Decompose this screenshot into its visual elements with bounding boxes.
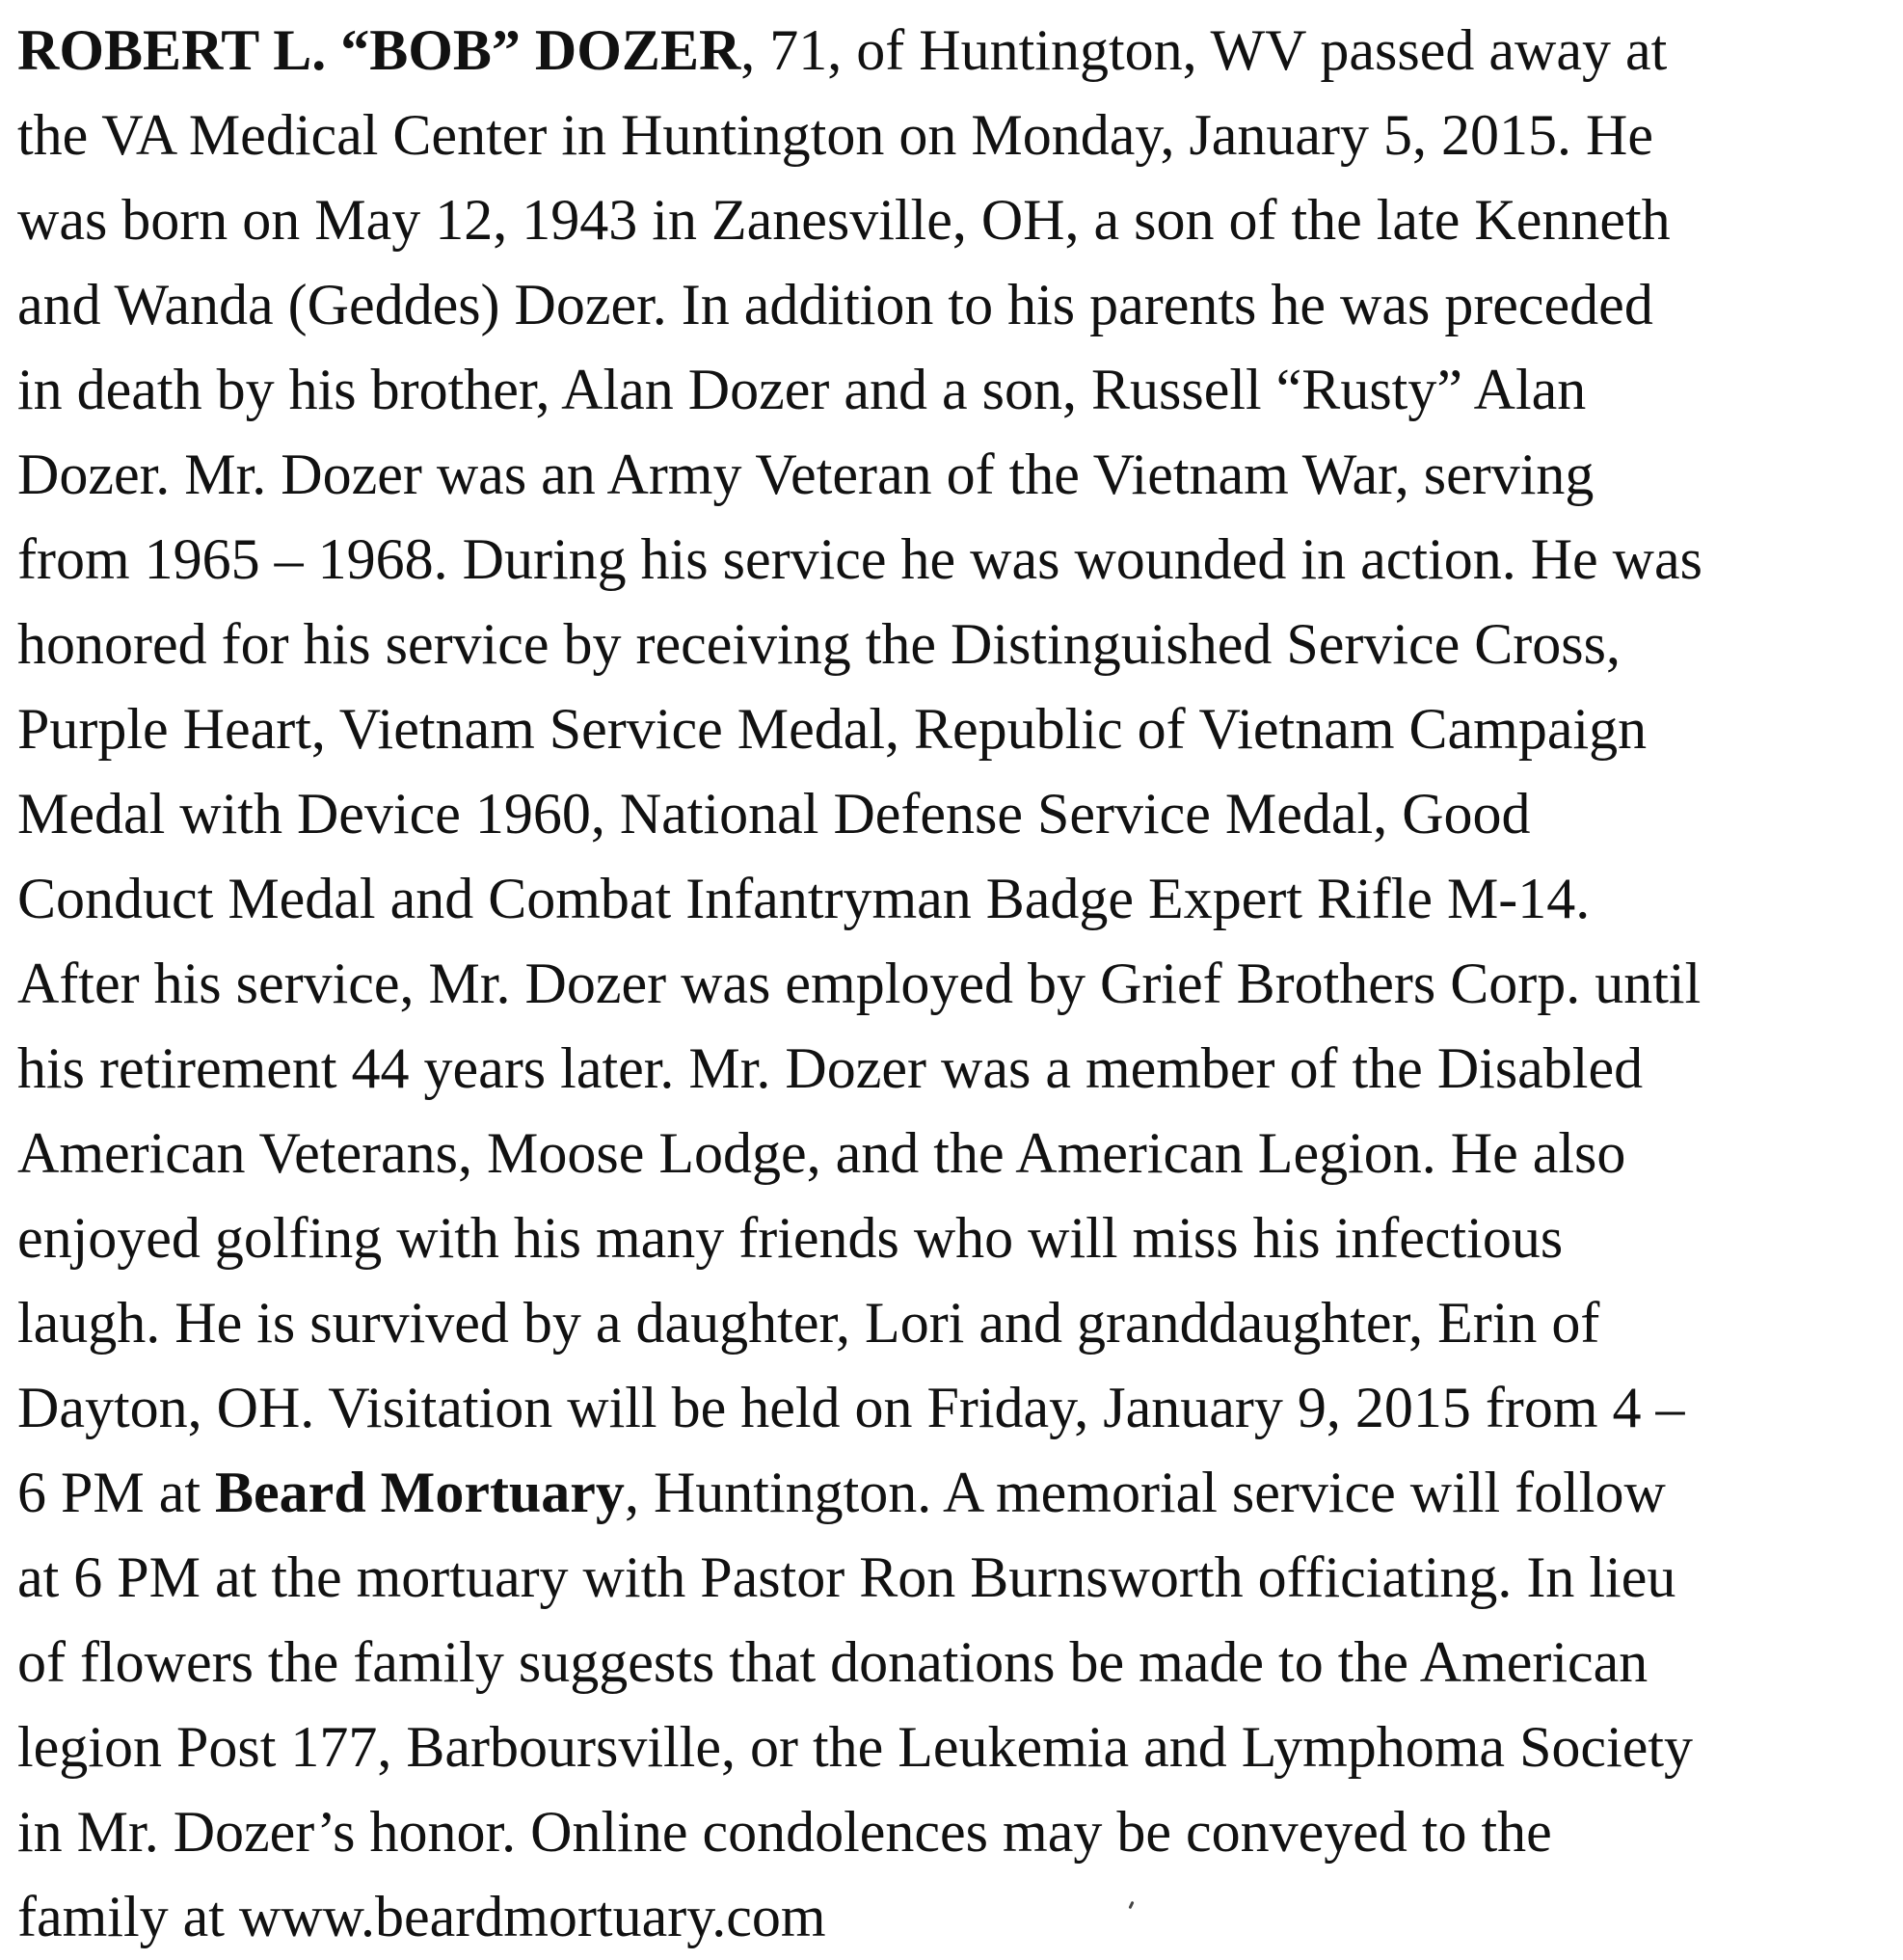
bold-text: ROBERT L. “BOB” DOZER: [17, 18, 741, 82]
line-text: the VA Medical Center in Huntington on Monday, January 5, 2015. He: [17, 103, 1653, 167]
obituary-line: [17, 432, 1888, 517]
obituary-line: [17, 262, 1888, 347]
line-text: Conduct Medal and Combat Infantryman Badge Expert Rifle M-14.: [17, 867, 1591, 930]
obituary-line: [17, 1280, 1888, 1365]
line-text: honored for his service by receiving the Distinguished Service Cross,: [17, 612, 1621, 676]
line-text: family at www.beardmortuary.com: [17, 1885, 826, 1948]
obituary-line: [17, 347, 1888, 432]
line-text: in Mr. Dozer’s honor. Online condolences may be conveyed to the: [17, 1800, 1552, 1864]
obituary-line: [17, 1026, 1888, 1111]
obituary-line: [17, 1620, 1888, 1705]
obituary-line: [17, 602, 1888, 686]
obituary-line: [17, 1195, 1888, 1280]
line-text: in death by his brother, Alan Dozer and a son, Russell “Rusty” Alan: [17, 358, 1587, 421]
line-text: Dayton, OH. Visitation will be held on Friday, January 9, 2015 from 4 –: [17, 1376, 1685, 1439]
line-text: Dozer. Mr. Dozer was an Army Veteran of the Vietnam War, serving: [17, 443, 1595, 506]
line-text: After his service, Mr. Dozer was employed by Grief Brothers Corp. until: [17, 952, 1702, 1015]
obituary-line: [17, 856, 1888, 941]
line-text: 6 PM at: [17, 1461, 216, 1524]
obituary-line: [17, 771, 1888, 856]
line-text: from 1965 – 1968. During his service he was wounded in action. He was: [17, 527, 1702, 591]
line-text: and Wanda (Geddes) Dozer. In addition to his parents he was preceded: [17, 273, 1653, 336]
obituary-line: [17, 1111, 1888, 1195]
obituary-line: [17, 93, 1888, 177]
line-text: was born on May 12, 1943 in Zanesville, OH, a son of the late Kenneth: [17, 188, 1671, 252]
obituary-line: [17, 517, 1888, 602]
line-text: , 71, of Huntington, WV passed away at: [740, 18, 1668, 82]
obituary-text: [17, 8, 1888, 1959]
line-text: laugh. He is survived by a daughter, Lori and granddaughter, Erin of: [17, 1291, 1600, 1355]
obituary-line: [17, 941, 1888, 1026]
obituary-line: [17, 686, 1888, 771]
line-text: , Huntington. A memorial service will follow: [624, 1461, 1666, 1524]
obituary-line: [17, 1365, 1888, 1450]
obituary-line: [17, 1874, 1888, 1959]
line-text: American Veterans, Moose Lodge, and the American Legion. He also: [17, 1121, 1626, 1185]
line-text: enjoyed golfing with his many friends who will miss his infectious: [17, 1206, 1564, 1270]
obituary-line: [17, 8, 1888, 93]
obituary-line: [17, 1705, 1888, 1789]
line-text: legion Post 177, Barboursville, or the Leukemia and Lymphoma Society: [17, 1715, 1694, 1779]
line-text: at 6 PM at the mortuary with Pastor Ron Burnsworth officiating. In lieu: [17, 1545, 1676, 1609]
obituary-line: [17, 1450, 1888, 1535]
obituary-line: [17, 1789, 1888, 1874]
line-text: Medal with Device 1960, National Defense Service Medal, Good: [17, 782, 1531, 846]
line-text: his retirement 44 years later. Mr. Dozer was a member of the Disabled: [17, 1036, 1644, 1100]
obituary-line: [17, 177, 1888, 262]
bold-text: Beard Mortuary: [215, 1461, 625, 1524]
line-text: Purple Heart, Vietnam Service Medal, Republic of Vietnam Campaign: [17, 697, 1648, 761]
obituary-line: [17, 1535, 1888, 1620]
line-text: of flowers the family suggests that donations be made to the American: [17, 1630, 1648, 1694]
